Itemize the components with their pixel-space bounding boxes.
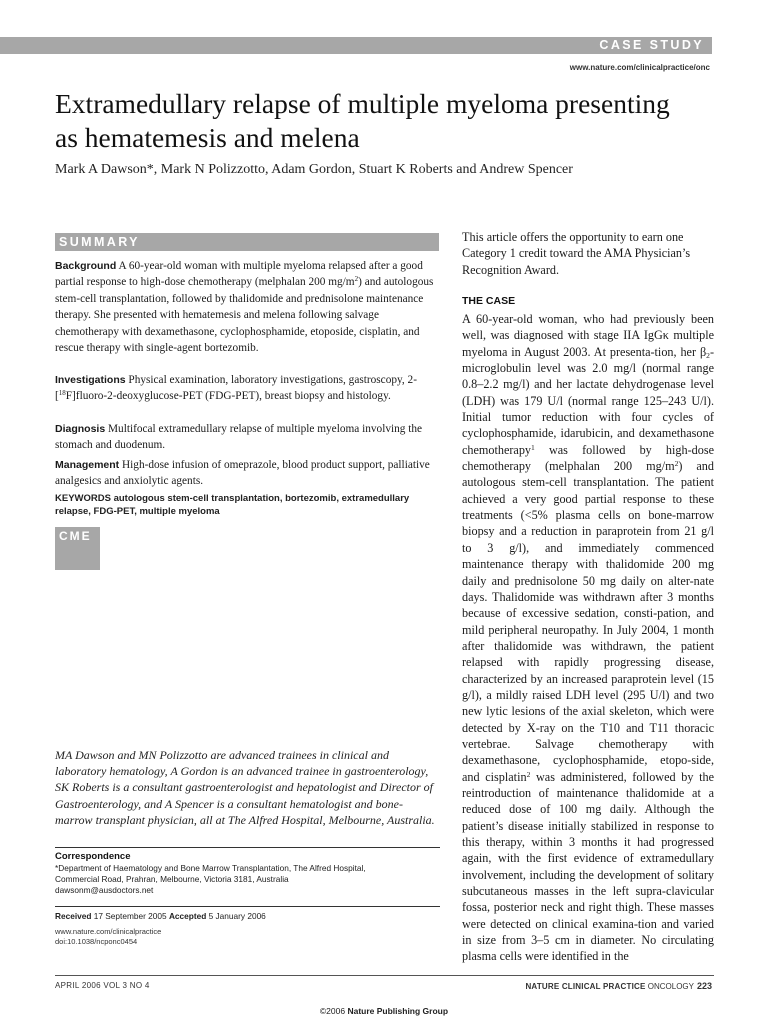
section-banner [0,37,712,54]
page-number: 223 [696,981,712,991]
background-text: A 60-year-old woman with multiple myeloma relapsed after a good partial response to high-dose chemotherapy (melphalan 200 $mg/m^2$) and autologous stem-cell transplantation, followed by thalidomide and prednisolone maintenance therapy. She presented with hematemesis and melena following salvage chemotherapy with dexamethasone, cyclophosphamide, etoposide, cisplatin, and rescue therapy with single-agent bortezomib. [55,260,434,355]
divider [55,906,440,907]
section-label: CASE STUDY [599,38,704,52]
author-list: Mark A Dawson*, Mark N Polizzotto, Adam Gordon, Stuart K Roberts and Andrew Spencer [55,162,573,177]
divider [55,847,440,848]
background-label: Background [55,260,117,272]
summary-diagnosis [55,421,440,454]
diagnosis-label: Diagnosis [55,423,106,435]
received-accepted-dates [55,911,266,921]
footer-divider [55,975,714,976]
summary-background [55,258,440,356]
accepted-date: 5 January 2006 [206,911,266,921]
article-title: Extramedullary relapse of multiple myeloma presenting as hematemesis and melena [55,88,670,153]
received-label: Received [55,911,92,921]
doi[interactable]: doi:10.1038/ncponc0454 [55,937,138,946]
management-label: Management [55,459,120,471]
publisher-name: Nature Publishing Group [347,1006,449,1016]
clinical-practice-url[interactable]: www.nature.com/clinicalpractice [55,927,162,936]
investigations-label: Investigations [55,374,126,386]
investigations-text: Physical examination, laboratory investigations, gastroscopy, 2-[$^{18}$F]fluoro-2-deoxyglucose-PET (FDG-PET), breast biopsy and histology. [55,374,417,403]
management-text: High-dose infusion of omeprazole, blood product support, palliative analgesics and anxiolytic agents. [55,459,430,488]
summary-banner [55,233,439,251]
copyright-prefix: ©2006 [319,1006,348,1016]
accepted-label: Accepted [168,911,207,921]
correspondence-address: *Department of Haematology and Bone Marrow Transplantation, The Alfred Hospital, [55,863,366,873]
keywords: KEYWORDS autologous stem-cell transplantation, bortezomib, extramedullary relapse, FDG-PET, multiple myeloma [55,493,410,517]
received-date: 17 September 2005 [91,911,169,921]
summary-management [55,457,440,490]
cme-label: CME [59,529,92,543]
summary-investigations [55,372,440,405]
section-heading-the-case: THE CASE [462,295,516,307]
author-affiliations: MA Dawson and MN Polizzotto are advanced trainees in clinical and laboratory hematology, A Gordon is an advanced trainee in gastroenterology, SK Roberts is a consultant gastroenterologist and hepatologist and Director of Gastroenterology, and A Spencer is a consultant hematologist and bone-marrow transplant physician, all at The Alfred Hospital, Melbourne, Australia. [55,748,435,827]
issue-info: APRIL 2006 VOL 3 NO 4 [55,981,150,990]
journal-url[interactable]: www.nature.com/clinicalpractice/onc [569,63,710,72]
summary-heading: SUMMARY [59,235,140,249]
diagnosis-text: Multifocal extramedullary relapse of multiple myeloma involving the stomach and duodenum. [55,423,423,452]
correspondence-email[interactable]: dawsonm@ausdoctors.net [55,885,154,895]
journal-specialty: ONCOLOGY [645,982,694,991]
cme-intro: This article offers the opportunity to earn one Category 1 credit toward the AMA Physician’s Recognition Award. [462,230,691,277]
journal-name: NATURE CLINICAL PRACTICE [525,982,646,991]
cme-badge [55,527,100,570]
correspondence-heading: Correspondence [55,851,131,862]
case-body-text: A 60-year-old woman, who had previously been well, was diagnosed with stage IIA IgGκ multiple myeloma in August 2003. At presenta-tion, her $\beta_2$-microglobulin level was 2.0 mg/l (normal range 0.8–2.2 mg/l) and her lactate dehydrogenase level (LDH) was 179 U/l (normal range 125–243 U/l). Initial tumor reduction with four cycles of cyclophosphamide, idarubicin, and dexamethasone chemotherapy$^1$ was followed by high-dose chemotherapy (melphalan 200 $mg/m^2$) and autologous stem-cell transplantation. The patient achieved a very good partial response to these treatments (<5% plasma cells on bone-marrow biopsy and a reduction in paraprotein from 21 g/l to 3 g/l), and immediately commenced maintenance therapy with thalidomide 200 mg daily and prednisolone 50 mg daily on alter-nate days. Thalidomide was withdrawn after 3 months because of excessive sedation, consti-pation, and mild peripheral neuropathy. In July 2004, 1 month after thalidomide was withdrawn, the patient relapsed with rapidly progressing disease, characterized by an increased paraprotein level (15 g/l), a mildly raised LDH level (295 U/l) and two new lytic lesions of the axial skeleton, which were detected by X-ray on the T10 and T11 thoracic vertebrae. Salvage chemotherapy with dexamethasone, cyclophosphamide, etopo-side, and cisplatin$^2$ was administered, followed by the reintroduction of maintenance thalidomide at a reduced dose of 100 mg daily. Although the patient’s disease initially stabilized in response to this therapy, within 3 months it had progressed again, with the first evidence of extramedullary involvement, including the development of solitary subcutaneous masses in the left supra-clavicular fossa, posterior neck and right thigh. These masses were detected on clinical examina-tion and varied in size from 3–5 cm in diameter. No circulating plasma cells were identified in the [462,312,715,964]
footer-journal [525,981,712,991]
copyright [0,1006,768,1016]
correspondence-address: Commercial Road, Prahran, Melbourne, Victoria 3181, Australia [55,874,289,884]
